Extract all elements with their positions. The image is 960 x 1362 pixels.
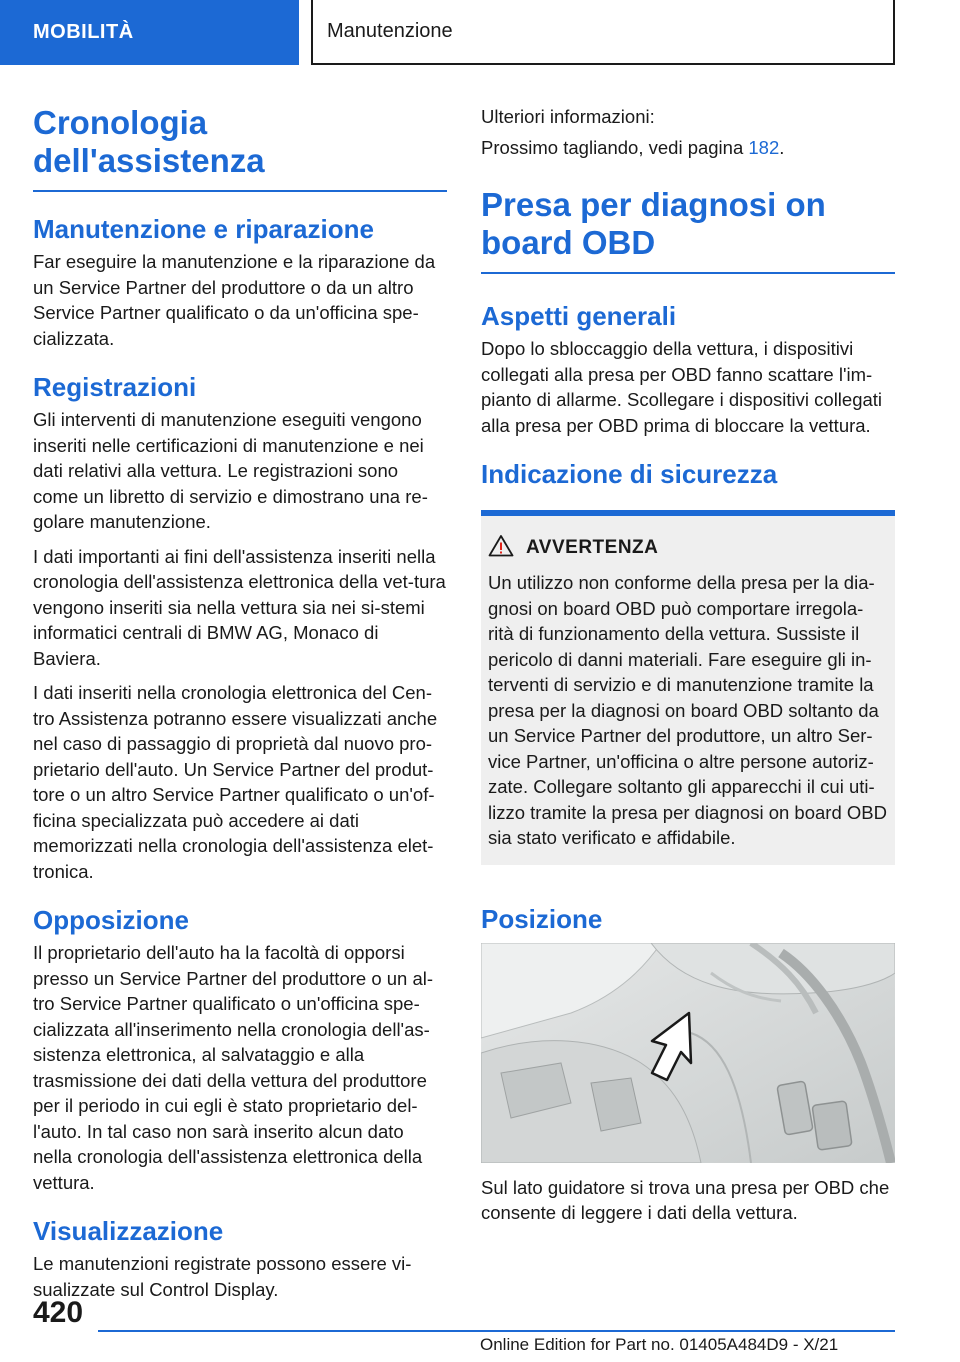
- chapter-header: [311, 0, 895, 65]
- section-heading: Visualizzazione: [33, 1216, 224, 1246]
- cross-reference: [481, 135, 895, 161]
- paragraph: Far eseguire la manutenzione e la riparazione da un Service Partner del produttore o da un altro Service Partner qualificato o da un'officina spe-cializzata.: [33, 251, 436, 349]
- obd-location-illustration: [481, 943, 895, 1163]
- section-heading: Indicazione di sicurezza: [481, 459, 778, 489]
- page-number: 420: [33, 1296, 84, 1329]
- cross-reference-suffix: .: [779, 136, 785, 158]
- paragraph: Il proprietario dell'auto ha la facoltà di opporsi presso un Service Partner del produttore o un al-tro Service Partner qualificato o un'officina spe-cializzata all'inserimento nella cronologia dell'as-sistenza elettronica, al salvataggio e alla trasmissione dei dati della vettura del produttore per il periodo in cui egli è stato proprietario del-l'auto. In tal caso non sarà inserito alcun dato nella cronologia dell'assistenza elettronica della vettura.: [33, 942, 434, 1193]
- footer-divider: [98, 1330, 895, 1332]
- warning-text: Un utilizzo non conforme della presa per la dia-gnosi on board OBD può comportare irregola-rità di funzionamento della vettura. Sussiste il pericolo di danni materiali. Fare eseguire gli in-terventi di servizio e di manutenzione tramite la presa per la diagnosi on board OBD soltanto da un Service Partner del produttore, un altro Ser-vice Partner, un'officina o altre persone autoriz-zate. Collegare soltanto gli apparecchi il cui uti-lizzo tramite la presa per diagnosi on board OBD sia stato verificato e affidabile.: [488, 572, 887, 848]
- warning-triangle-icon: [488, 534, 514, 562]
- section-opposition: [33, 904, 447, 1195]
- section-general: [481, 300, 895, 438]
- more-info-label: Ulteriori informazioni:: [481, 106, 655, 127]
- edition-label: Online Edition for Part no. 01405A484D9 - X/21: [480, 1335, 839, 1354]
- section-heading: Opposizione: [33, 905, 189, 935]
- paragraph: I dati importanti ai fini dell'assistenza inseriti nella cronologia dell'assistenza elettronica della vet-tura vengono inseriti sia nella vettura sia nei si-stemi informatici centrali di BMW AG, Monaco di Baviera.: [33, 545, 446, 669]
- right-column: [481, 104, 895, 1235]
- page-title: Cronologia dell'assistenza: [33, 104, 447, 192]
- section-heading: Manutenzione e riparazione: [33, 214, 374, 244]
- section-registrations: [33, 371, 447, 884]
- section-heading: Aspetti generali: [481, 301, 677, 331]
- paragraph: Gli interventi di manutenzione eseguiti vengono inseriti nelle certificazioni di manutenzione e nei dati relativi alla vettura. Le registrazioni sono come un libretto di servizio e dimostrano una re-golare manutenzione.: [33, 409, 428, 532]
- section-heading: Registrazioni: [33, 372, 197, 402]
- section-display: [33, 1215, 447, 1302]
- cross-reference-text: Prossimo tagliando, vedi pagina: [481, 136, 749, 158]
- paragraph: Sul lato guidatore si trova una presa per OBD che consente di leggere i dati della vettura.: [481, 1176, 890, 1223]
- paragraph: I dati inseriti nella cronologia elettronica del Cen-tro Assistenza potranno essere visualizzati anche nel caso di passaggio di proprietà dal nuovo pro-prietario dell'auto. Un Service Partner del produt-tore o un altro Service Partner qualificato o un'of-ficina specializzata può accedere ai dati memorizzati nella cronologia dell'assistenza elet-tronica.: [33, 682, 438, 882]
- section-label: MOBILITÀ: [33, 21, 134, 43]
- page-link[interactable]: 182: [748, 136, 780, 158]
- section-tab: [0, 0, 299, 65]
- section-heading: Posizione: [481, 903, 603, 934]
- section-maintenance: [33, 213, 447, 351]
- section-safety: [481, 458, 895, 865]
- paragraph: Le manutenzioni registrate possono essere vi-sualizzate sul Control Display.: [33, 1253, 412, 1300]
- paragraph: Dopo lo sbloccaggio della vettura, i dispositivi collegati alla presa per OBD fanno scattare l'im-pianto di allarme. Scollegare i dispositivi collegati alla presa per OBD prima di bloccare la vettura.: [481, 338, 883, 436]
- left-column: [33, 104, 447, 1322]
- section-position: [481, 903, 895, 1226]
- warning-header: [488, 534, 887, 562]
- section-title: Presa per diagnosi on board OBD: [481, 186, 895, 274]
- warning-title: AVVERTENZA: [526, 537, 659, 558]
- chapter-label: Manutenzione: [327, 20, 453, 42]
- warning-box: [481, 510, 895, 865]
